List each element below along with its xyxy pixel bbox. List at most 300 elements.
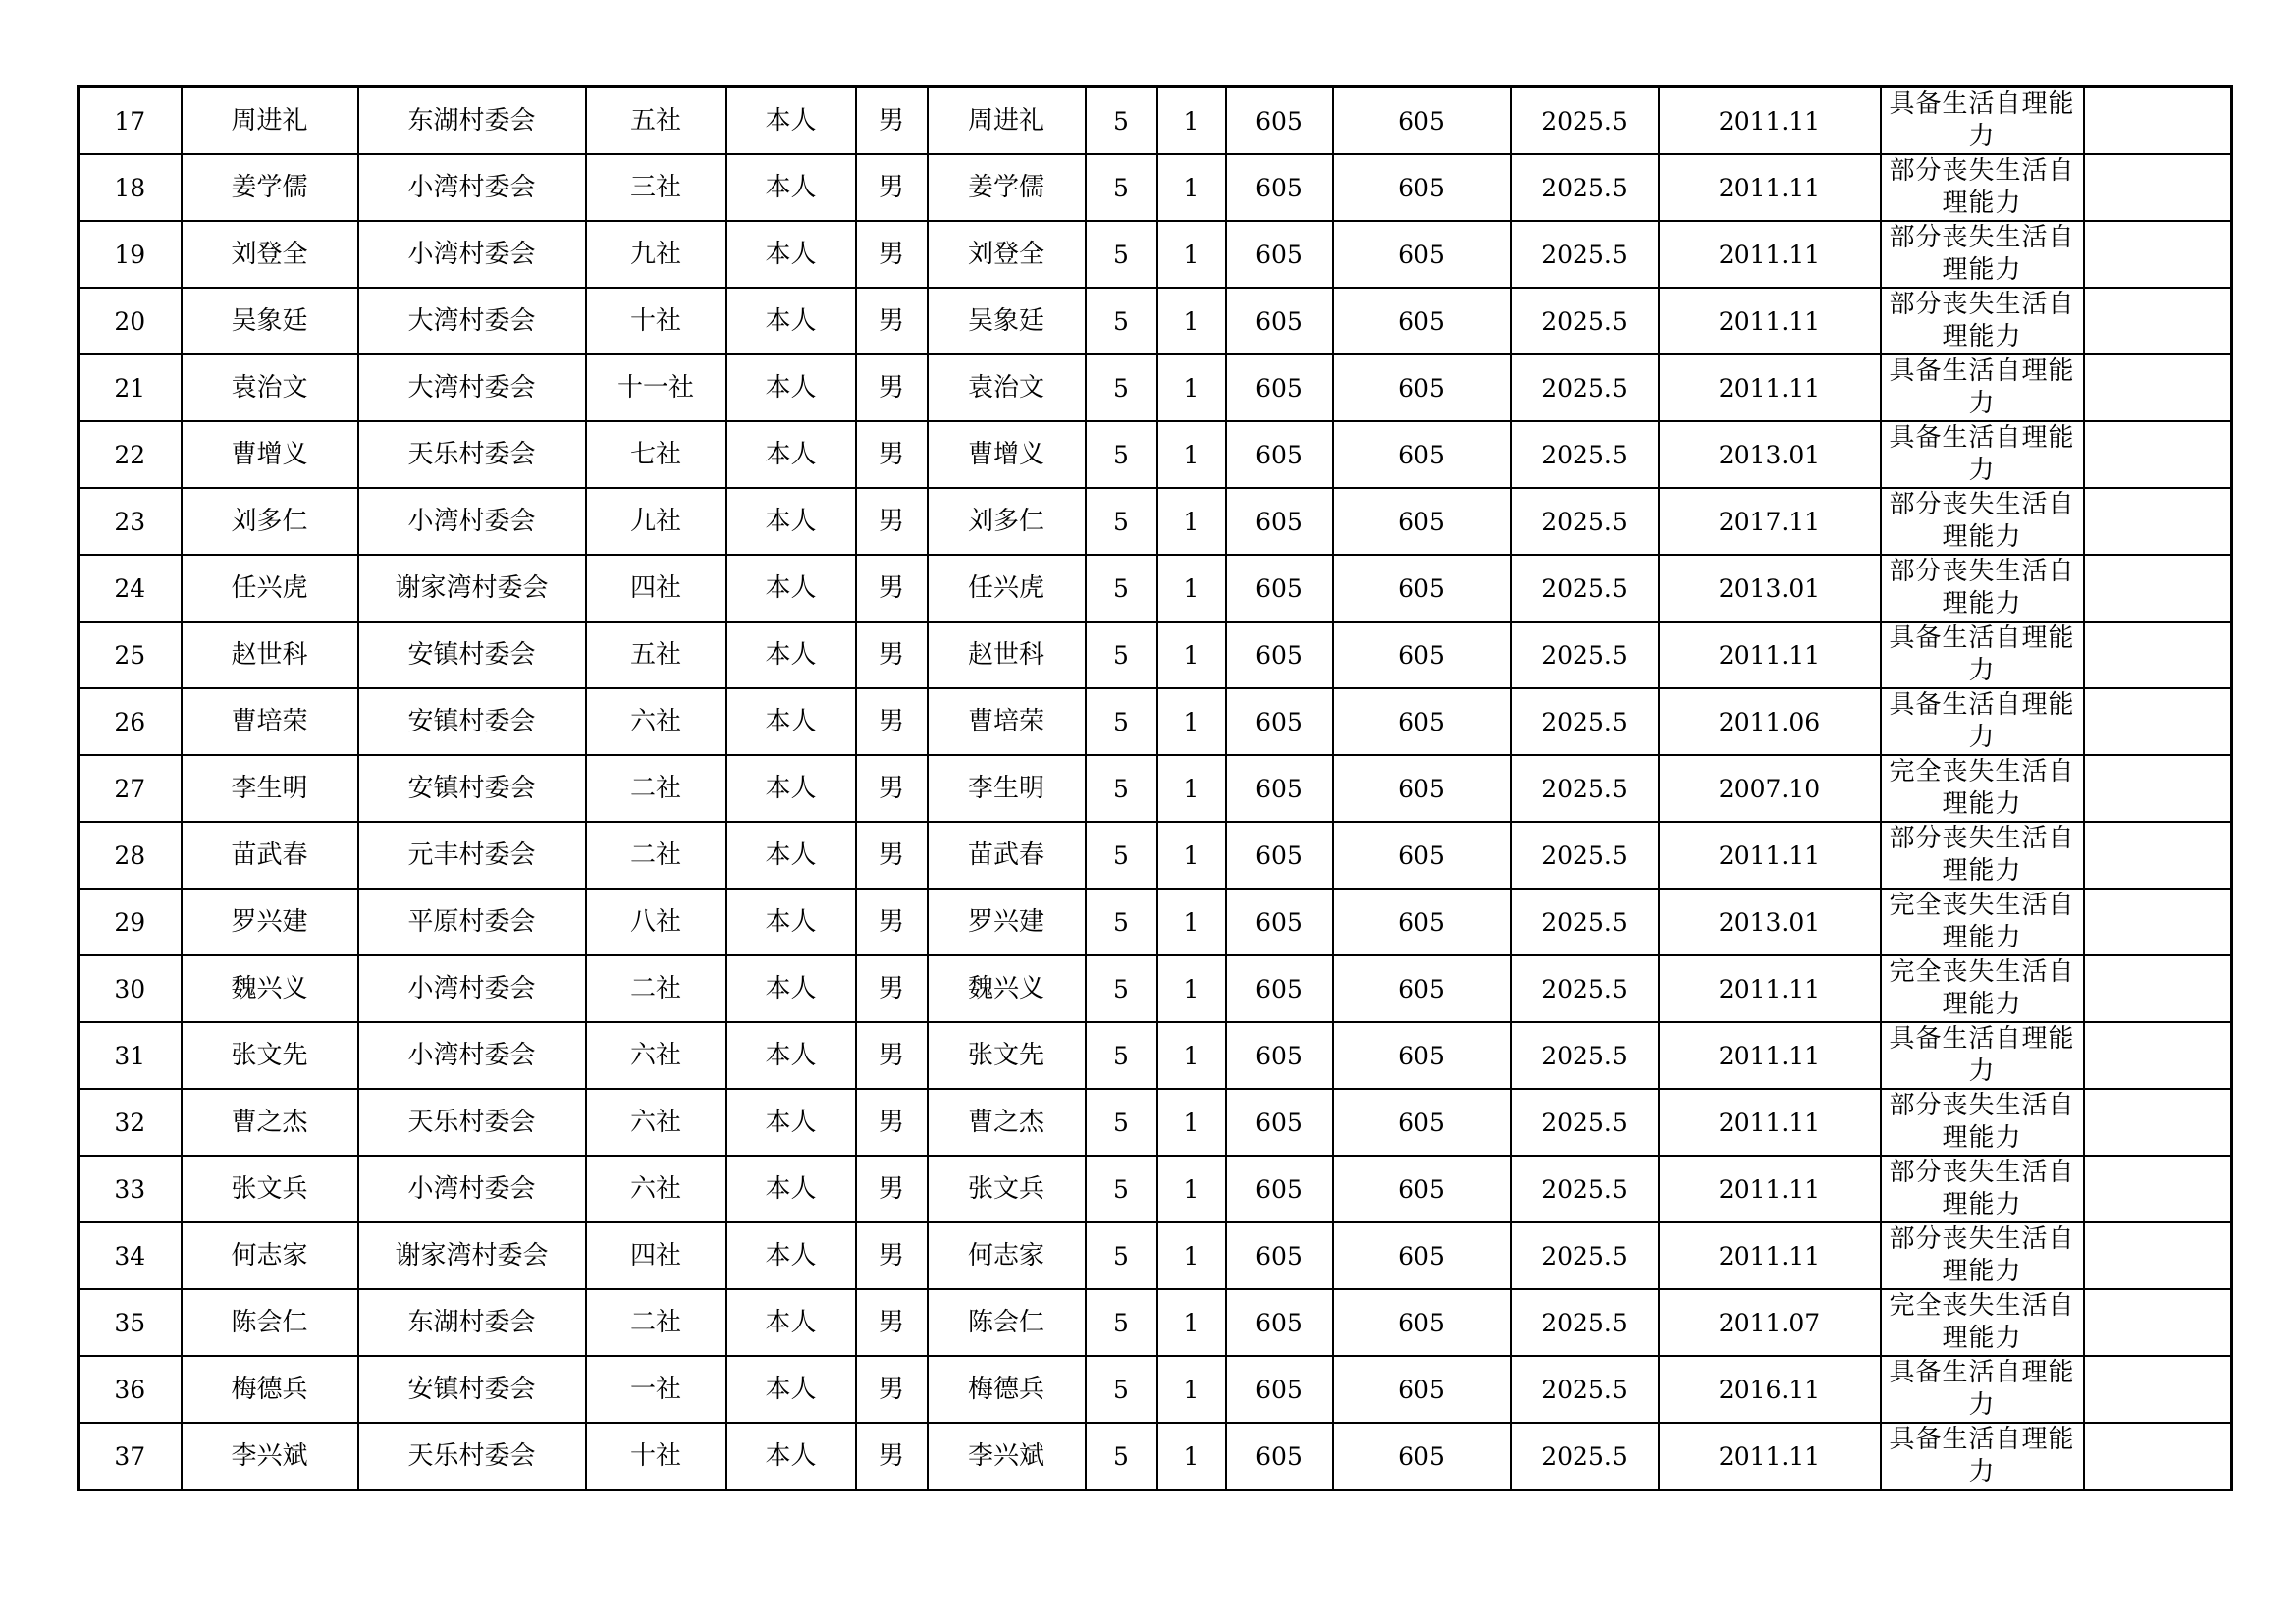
date-cell: 2011.11 <box>1659 1089 1881 1156</box>
period-cell: 2025.5 <box>1511 354 1659 421</box>
period-cell: 2025.5 <box>1511 1356 1659 1423</box>
table-row <box>79 488 2232 555</box>
care-status-cell: 完全丧失生活自理能力 <box>1881 955 2084 1022</box>
group-cell: 五社 <box>586 622 726 688</box>
name-cell: 罗兴建 <box>182 889 358 955</box>
date-cell: 2013.01 <box>1659 421 1881 488</box>
value-cell: 5 <box>1086 1423 1157 1490</box>
date-cell: 2011.11 <box>1659 1423 1881 1490</box>
group-cell: 四社 <box>586 555 726 622</box>
village-committee-cell: 大湾村委会 <box>358 288 586 354</box>
table-body <box>79 87 2232 1490</box>
table-row <box>79 154 2232 221</box>
relation-cell: 本人 <box>726 221 856 288</box>
care-status-cell: 部分丧失生活自理能力 <box>1881 1156 2084 1222</box>
remark-cell <box>2084 288 2232 354</box>
row-number-cell: 28 <box>79 822 182 889</box>
value-cell: 5 <box>1086 688 1157 755</box>
amount-cell: 605 <box>1226 1289 1333 1356</box>
gender-cell: 男 <box>856 154 928 221</box>
village-committee-cell: 元丰村委会 <box>358 822 586 889</box>
care-status-cell: 具备生活自理能力 <box>1881 688 2084 755</box>
date-cell: 2011.11 <box>1659 1222 1881 1289</box>
row-number-cell: 25 <box>79 622 182 688</box>
row-number-cell: 34 <box>79 1222 182 1289</box>
care-status-cell: 部分丧失生活自理能力 <box>1881 221 2084 288</box>
value-cell: 5 <box>1086 354 1157 421</box>
amount-cell: 605 <box>1333 87 1511 155</box>
table-row <box>79 1423 2232 1490</box>
amount-cell: 605 <box>1333 822 1511 889</box>
amount-cell: 605 <box>1226 1089 1333 1156</box>
village-committee-cell: 小湾村委会 <box>358 1022 586 1089</box>
value-cell: 5 <box>1086 955 1157 1022</box>
value-cell: 1 <box>1157 1289 1226 1356</box>
name-cell: 李生明 <box>182 755 358 822</box>
payee-cell: 曹增义 <box>928 421 1086 488</box>
value-cell: 1 <box>1157 955 1226 1022</box>
table-row <box>79 889 2232 955</box>
value-cell: 1 <box>1157 1423 1226 1490</box>
amount-cell: 605 <box>1333 154 1511 221</box>
remark-cell <box>2084 955 2232 1022</box>
amount-cell: 605 <box>1226 755 1333 822</box>
value-cell: 5 <box>1086 622 1157 688</box>
relation-cell: 本人 <box>726 421 856 488</box>
name-cell: 曹增义 <box>182 421 358 488</box>
village-committee-cell: 大湾村委会 <box>358 354 586 421</box>
amount-cell: 605 <box>1226 221 1333 288</box>
amount-cell: 605 <box>1333 288 1511 354</box>
row-number-cell: 36 <box>79 1356 182 1423</box>
name-cell: 刘登全 <box>182 221 358 288</box>
name-cell: 姜学儒 <box>182 154 358 221</box>
value-cell: 5 <box>1086 1156 1157 1222</box>
row-number-cell: 23 <box>79 488 182 555</box>
payee-cell: 李兴斌 <box>928 1423 1086 1490</box>
date-cell: 2011.07 <box>1659 1289 1881 1356</box>
care-status-cell: 完全丧失生活自理能力 <box>1881 1289 2084 1356</box>
value-cell: 5 <box>1086 1022 1157 1089</box>
row-number-cell: 21 <box>79 354 182 421</box>
relation-cell: 本人 <box>726 87 856 155</box>
payee-cell: 吴象廷 <box>928 288 1086 354</box>
relation-cell: 本人 <box>726 555 856 622</box>
gender-cell: 男 <box>856 1356 928 1423</box>
period-cell: 2025.5 <box>1511 221 1659 288</box>
period-cell: 2025.5 <box>1511 688 1659 755</box>
amount-cell: 605 <box>1333 755 1511 822</box>
payee-cell: 陈会仁 <box>928 1289 1086 1356</box>
value-cell: 5 <box>1086 488 1157 555</box>
remark-cell <box>2084 1222 2232 1289</box>
amount-cell: 605 <box>1226 688 1333 755</box>
row-number-cell: 37 <box>79 1423 182 1490</box>
value-cell: 5 <box>1086 421 1157 488</box>
table-row <box>79 555 2232 622</box>
care-status-cell: 具备生活自理能力 <box>1881 1022 2084 1089</box>
village-committee-cell: 小湾村委会 <box>358 154 586 221</box>
table-row <box>79 288 2232 354</box>
period-cell: 2025.5 <box>1511 1022 1659 1089</box>
care-status-cell: 具备生活自理能力 <box>1881 622 2084 688</box>
group-cell: 六社 <box>586 688 726 755</box>
date-cell: 2011.11 <box>1659 1156 1881 1222</box>
payee-cell: 苗武春 <box>928 822 1086 889</box>
row-number-cell: 32 <box>79 1089 182 1156</box>
table-row <box>79 1356 2232 1423</box>
name-cell: 曹培荣 <box>182 688 358 755</box>
payee-cell: 李生明 <box>928 755 1086 822</box>
date-cell: 2017.11 <box>1659 488 1881 555</box>
value-cell: 1 <box>1157 555 1226 622</box>
period-cell: 2025.5 <box>1511 154 1659 221</box>
care-status-cell: 部分丧失生活自理能力 <box>1881 154 2084 221</box>
date-cell: 2011.11 <box>1659 1022 1881 1089</box>
value-cell: 5 <box>1086 1356 1157 1423</box>
name-cell: 魏兴义 <box>182 955 358 1022</box>
amount-cell: 605 <box>1333 622 1511 688</box>
table-row <box>79 1222 2232 1289</box>
value-cell: 1 <box>1157 822 1226 889</box>
remark-cell <box>2084 1156 2232 1222</box>
village-committee-cell: 安镇村委会 <box>358 755 586 822</box>
payee-cell: 任兴虎 <box>928 555 1086 622</box>
village-committee-cell: 谢家湾村委会 <box>358 1222 586 1289</box>
date-cell: 2011.11 <box>1659 154 1881 221</box>
payee-cell: 姜学儒 <box>928 154 1086 221</box>
group-cell: 十一社 <box>586 354 726 421</box>
remark-cell <box>2084 555 2232 622</box>
group-cell: 二社 <box>586 755 726 822</box>
group-cell: 六社 <box>586 1156 726 1222</box>
amount-cell: 605 <box>1333 1423 1511 1490</box>
row-number-cell: 27 <box>79 755 182 822</box>
group-cell: 六社 <box>586 1089 726 1156</box>
amount-cell: 605 <box>1226 421 1333 488</box>
date-cell: 2016.11 <box>1659 1356 1881 1423</box>
value-cell: 1 <box>1157 288 1226 354</box>
remark-cell <box>2084 1089 2232 1156</box>
name-cell: 苗武春 <box>182 822 358 889</box>
amount-cell: 605 <box>1333 1289 1511 1356</box>
remark-cell <box>2084 421 2232 488</box>
group-cell: 九社 <box>586 488 726 555</box>
gender-cell: 男 <box>856 1289 928 1356</box>
group-cell: 九社 <box>586 221 726 288</box>
relation-cell: 本人 <box>726 622 856 688</box>
remark-cell <box>2084 1423 2232 1490</box>
value-cell: 1 <box>1157 622 1226 688</box>
row-number-cell: 22 <box>79 421 182 488</box>
care-status-cell: 具备生活自理能力 <box>1881 1356 2084 1423</box>
care-status-cell: 具备生活自理能力 <box>1881 1423 2084 1490</box>
relation-cell: 本人 <box>726 488 856 555</box>
payee-cell: 魏兴义 <box>928 955 1086 1022</box>
period-cell: 2025.5 <box>1511 1423 1659 1490</box>
remark-cell <box>2084 87 2232 155</box>
row-number-cell: 35 <box>79 1289 182 1356</box>
table-row <box>79 955 2232 1022</box>
row-number-cell: 29 <box>79 889 182 955</box>
row-number-cell: 17 <box>79 87 182 155</box>
value-cell: 5 <box>1086 889 1157 955</box>
table-row <box>79 1156 2232 1222</box>
name-cell: 吴象廷 <box>182 288 358 354</box>
period-cell: 2025.5 <box>1511 488 1659 555</box>
amount-cell: 605 <box>1226 1022 1333 1089</box>
date-cell: 2013.01 <box>1659 889 1881 955</box>
row-number-cell: 24 <box>79 555 182 622</box>
value-cell: 1 <box>1157 354 1226 421</box>
value-cell: 5 <box>1086 288 1157 354</box>
name-cell: 何志家 <box>182 1222 358 1289</box>
gender-cell: 男 <box>856 1022 928 1089</box>
amount-cell: 605 <box>1226 822 1333 889</box>
amount-cell: 605 <box>1333 555 1511 622</box>
period-cell: 2025.5 <box>1511 1289 1659 1356</box>
group-cell: 一社 <box>586 1356 726 1423</box>
gender-cell: 男 <box>856 1423 928 1490</box>
name-cell: 赵世科 <box>182 622 358 688</box>
relation-cell: 本人 <box>726 1022 856 1089</box>
care-status-cell: 部分丧失生活自理能力 <box>1881 1089 2084 1156</box>
amount-cell: 605 <box>1333 889 1511 955</box>
value-cell: 1 <box>1157 488 1226 555</box>
table-row <box>79 354 2232 421</box>
remark-cell <box>2084 1022 2232 1089</box>
group-cell: 三社 <box>586 154 726 221</box>
care-status-cell: 部分丧失生活自理能力 <box>1881 555 2084 622</box>
payee-cell: 罗兴建 <box>928 889 1086 955</box>
value-cell: 5 <box>1086 154 1157 221</box>
value-cell: 1 <box>1157 221 1226 288</box>
relation-cell: 本人 <box>726 1289 856 1356</box>
relation-cell: 本人 <box>726 1356 856 1423</box>
value-cell: 1 <box>1157 1022 1226 1089</box>
value-cell: 1 <box>1157 688 1226 755</box>
group-cell: 十社 <box>586 288 726 354</box>
value-cell: 1 <box>1157 889 1226 955</box>
remark-cell <box>2084 154 2232 221</box>
date-cell: 2011.11 <box>1659 87 1881 155</box>
value-cell: 5 <box>1086 822 1157 889</box>
amount-cell: 605 <box>1226 1356 1333 1423</box>
remark-cell <box>2084 622 2232 688</box>
amount-cell: 605 <box>1226 154 1333 221</box>
name-cell: 曹之杰 <box>182 1089 358 1156</box>
gender-cell: 男 <box>856 1089 928 1156</box>
care-status-cell: 具备生活自理能力 <box>1881 421 2084 488</box>
amount-cell: 605 <box>1333 955 1511 1022</box>
gender-cell: 男 <box>856 822 928 889</box>
period-cell: 2025.5 <box>1511 622 1659 688</box>
name-cell: 刘多仁 <box>182 488 358 555</box>
remark-cell <box>2084 488 2232 555</box>
value-cell: 1 <box>1157 421 1226 488</box>
group-cell: 七社 <box>586 421 726 488</box>
amount-cell: 605 <box>1226 1222 1333 1289</box>
payee-cell: 张文先 <box>928 1022 1086 1089</box>
relation-cell: 本人 <box>726 354 856 421</box>
payee-cell: 周进礼 <box>928 87 1086 155</box>
gender-cell: 男 <box>856 221 928 288</box>
group-cell: 二社 <box>586 955 726 1022</box>
value-cell: 1 <box>1157 1156 1226 1222</box>
period-cell: 2025.5 <box>1511 1156 1659 1222</box>
period-cell: 2025.5 <box>1511 1222 1659 1289</box>
relation-cell: 本人 <box>726 154 856 221</box>
row-number-cell: 20 <box>79 288 182 354</box>
row-number-cell: 31 <box>79 1022 182 1089</box>
relation-cell: 本人 <box>726 1156 856 1222</box>
table-row <box>79 755 2232 822</box>
period-cell: 2025.5 <box>1511 822 1659 889</box>
payee-cell: 袁治文 <box>928 354 1086 421</box>
row-number-cell: 18 <box>79 154 182 221</box>
care-status-cell: 部分丧失生活自理能力 <box>1881 1222 2084 1289</box>
village-committee-cell: 天乐村委会 <box>358 1423 586 1490</box>
date-cell: 2007.10 <box>1659 755 1881 822</box>
group-cell: 四社 <box>586 1222 726 1289</box>
date-cell: 2013.01 <box>1659 555 1881 622</box>
village-committee-cell: 天乐村委会 <box>358 1089 586 1156</box>
amount-cell: 605 <box>1226 955 1333 1022</box>
village-committee-cell: 天乐村委会 <box>358 421 586 488</box>
value-cell: 5 <box>1086 1289 1157 1356</box>
village-committee-cell: 安镇村委会 <box>358 622 586 688</box>
period-cell: 2025.5 <box>1511 755 1659 822</box>
group-cell: 十社 <box>586 1423 726 1490</box>
name-cell: 周进礼 <box>182 87 358 155</box>
relation-cell: 本人 <box>726 889 856 955</box>
care-status-cell: 部分丧失生活自理能力 <box>1881 488 2084 555</box>
amount-cell: 605 <box>1226 1156 1333 1222</box>
payee-cell: 刘登全 <box>928 221 1086 288</box>
row-number-cell: 33 <box>79 1156 182 1222</box>
value-cell: 1 <box>1157 1356 1226 1423</box>
date-cell: 2011.11 <box>1659 822 1881 889</box>
name-cell: 张文先 <box>182 1022 358 1089</box>
value-cell: 5 <box>1086 1222 1157 1289</box>
payee-cell: 张文兵 <box>928 1156 1086 1222</box>
remark-cell <box>2084 822 2232 889</box>
payee-cell: 梅德兵 <box>928 1356 1086 1423</box>
value-cell: 5 <box>1086 221 1157 288</box>
value-cell: 1 <box>1157 755 1226 822</box>
care-status-cell: 具备生活自理能力 <box>1881 87 2084 155</box>
amount-cell: 605 <box>1226 889 1333 955</box>
village-committee-cell: 东湖村委会 <box>358 87 586 155</box>
amount-cell: 605 <box>1226 288 1333 354</box>
value-cell: 1 <box>1157 1089 1226 1156</box>
name-cell: 梅德兵 <box>182 1356 358 1423</box>
gender-cell: 男 <box>856 555 928 622</box>
remark-cell <box>2084 688 2232 755</box>
gender-cell: 男 <box>856 87 928 155</box>
amount-cell: 605 <box>1226 87 1333 155</box>
relation-cell: 本人 <box>726 822 856 889</box>
amount-cell: 605 <box>1333 1356 1511 1423</box>
date-cell: 2011.06 <box>1659 688 1881 755</box>
gender-cell: 男 <box>856 488 928 555</box>
payee-cell: 曹之杰 <box>928 1089 1086 1156</box>
group-cell: 五社 <box>586 87 726 155</box>
period-cell: 2025.5 <box>1511 955 1659 1022</box>
amount-cell: 605 <box>1333 354 1511 421</box>
beneficiary-table <box>77 85 2233 1491</box>
value-cell: 5 <box>1086 1089 1157 1156</box>
relation-cell: 本人 <box>726 1089 856 1156</box>
amount-cell: 605 <box>1226 1423 1333 1490</box>
care-status-cell: 完全丧失生活自理能力 <box>1881 889 2084 955</box>
relation-cell: 本人 <box>726 755 856 822</box>
care-status-cell: 具备生活自理能力 <box>1881 354 2084 421</box>
period-cell: 2025.5 <box>1511 1089 1659 1156</box>
group-cell: 八社 <box>586 889 726 955</box>
gender-cell: 男 <box>856 421 928 488</box>
village-committee-cell: 安镇村委会 <box>358 688 586 755</box>
care-status-cell: 部分丧失生活自理能力 <box>1881 288 2084 354</box>
village-committee-cell: 小湾村委会 <box>358 955 586 1022</box>
value-cell: 1 <box>1157 87 1226 155</box>
village-committee-cell: 小湾村委会 <box>358 1156 586 1222</box>
value-cell: 5 <box>1086 555 1157 622</box>
amount-cell: 605 <box>1226 622 1333 688</box>
value-cell: 5 <box>1086 87 1157 155</box>
gender-cell: 男 <box>856 622 928 688</box>
village-committee-cell: 平原村委会 <box>358 889 586 955</box>
group-cell: 二社 <box>586 822 726 889</box>
remark-cell <box>2084 1356 2232 1423</box>
group-cell: 二社 <box>586 1289 726 1356</box>
village-committee-cell: 谢家湾村委会 <box>358 555 586 622</box>
table-row <box>79 1022 2232 1089</box>
name-cell: 陈会仁 <box>182 1289 358 1356</box>
period-cell: 2025.5 <box>1511 288 1659 354</box>
row-number-cell: 30 <box>79 955 182 1022</box>
date-cell: 2011.11 <box>1659 354 1881 421</box>
payee-cell: 刘多仁 <box>928 488 1086 555</box>
name-cell: 张文兵 <box>182 1156 358 1222</box>
amount-cell: 605 <box>1333 688 1511 755</box>
remark-cell <box>2084 889 2232 955</box>
gender-cell: 男 <box>856 688 928 755</box>
relation-cell: 本人 <box>726 1423 856 1490</box>
date-cell: 2011.11 <box>1659 955 1881 1022</box>
value-cell: 5 <box>1086 755 1157 822</box>
remark-cell <box>2084 755 2232 822</box>
gender-cell: 男 <box>856 1222 928 1289</box>
relation-cell: 本人 <box>726 288 856 354</box>
relation-cell: 本人 <box>726 1222 856 1289</box>
table-row <box>79 87 2232 155</box>
amount-cell: 605 <box>1226 488 1333 555</box>
amount-cell: 605 <box>1226 555 1333 622</box>
amount-cell: 605 <box>1333 488 1511 555</box>
table-row <box>79 421 2232 488</box>
payee-cell: 曹培荣 <box>928 688 1086 755</box>
row-number-cell: 26 <box>79 688 182 755</box>
amount-cell: 605 <box>1333 1222 1511 1289</box>
name-cell: 袁治文 <box>182 354 358 421</box>
period-cell: 2025.5 <box>1511 889 1659 955</box>
name-cell: 任兴虎 <box>182 555 358 622</box>
remark-cell <box>2084 1289 2232 1356</box>
gender-cell: 男 <box>856 755 928 822</box>
period-cell: 2025.5 <box>1511 87 1659 155</box>
period-cell: 2025.5 <box>1511 555 1659 622</box>
